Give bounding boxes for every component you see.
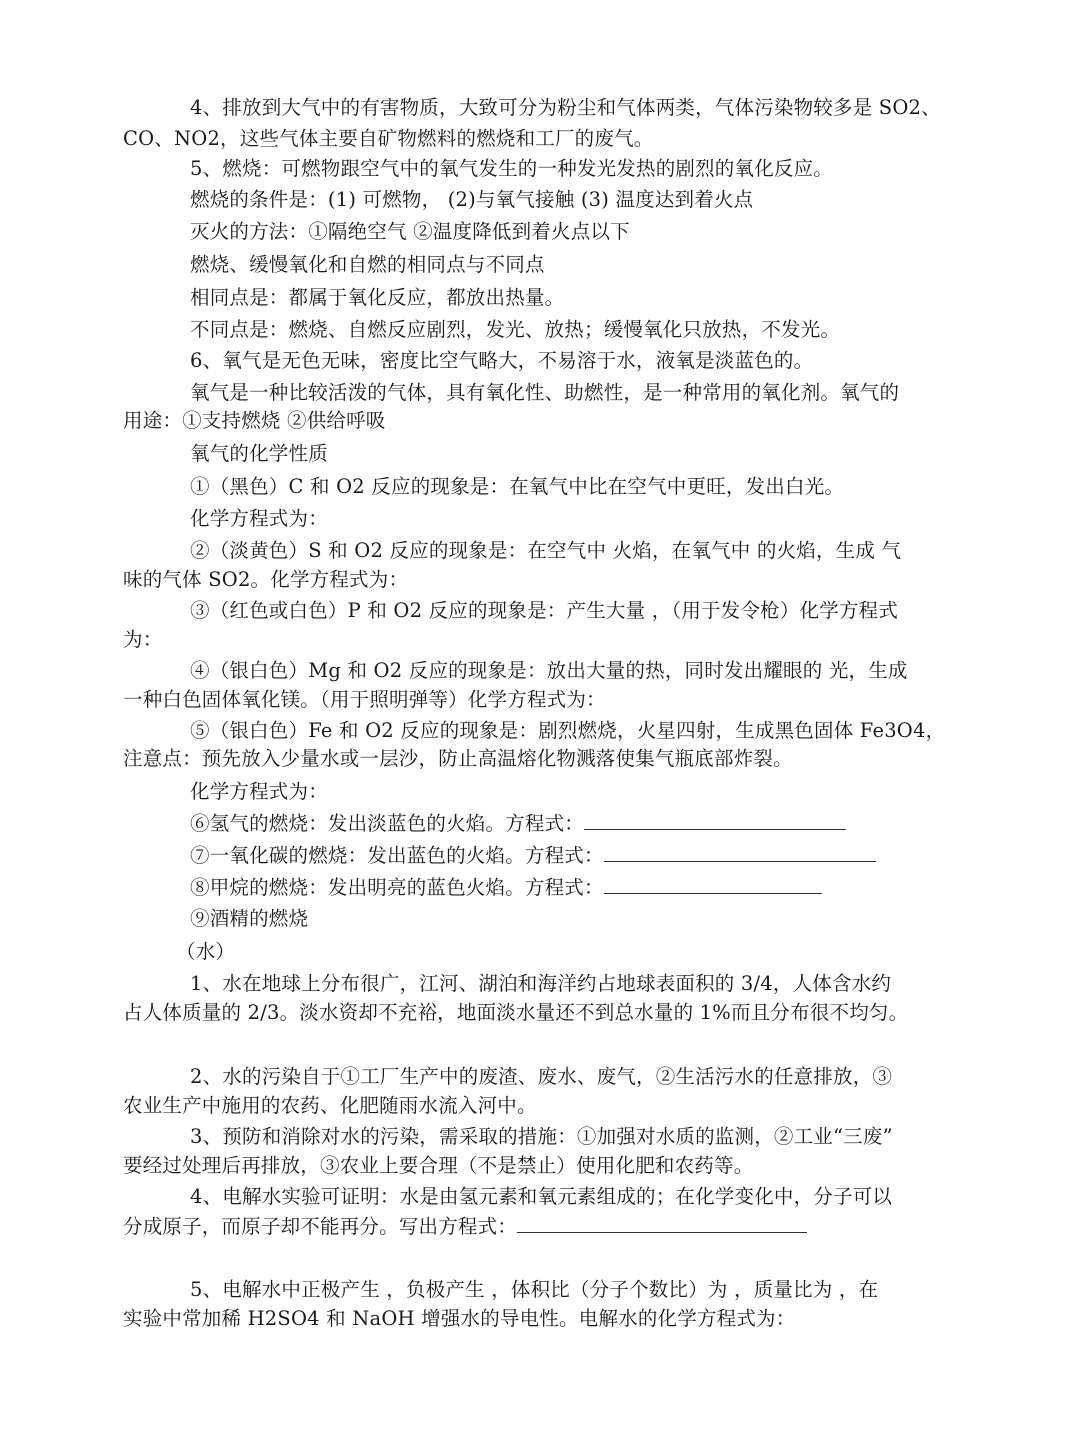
text-line: 5、电解水中正极产生 ，负极产生 ，体积比（分子个数比）为 ，质量比为 ，在 (190, 1278, 879, 1301)
text-line: ②（淡黄色）S 和 O2 反应的现象是：在空气中 火焰，在氧气中 的火焰，生成 气 (190, 539, 902, 562)
text-line: 化学方程式为： (190, 780, 328, 803)
text-line: ⑨酒精的燃烧 (190, 907, 309, 930)
text-line (190, 841, 876, 871)
text-line: 2、水的污染自于①工厂生产中的废渣、废水、废气，②生活污水的任意排放，③ (190, 1065, 893, 1088)
text-line (190, 809, 846, 839)
text-line: ⑤（银白色）Fe 和 O2 反应的现象是：剧烈燃烧，火星四射，生成黑色固体 Fe3O4， (190, 719, 946, 742)
text-line: 不同点是：燃烧、自燃反应剧烈，发光、放热；缓慢氧化只放热，不发光。 (190, 318, 841, 341)
text-line (123, 1212, 807, 1242)
text-line: ①（黑色）C 和 O2 反应的现象是：在氧气中比在空气中更旺，发出白光。 (190, 475, 845, 498)
text-line: 注意点：预先放入少量水或一层沙，防止高温熔化物溅落使集气瓶底部炸裂。 (123, 747, 793, 770)
text-line: 用途：①支持燃烧 ②供给呼吸 (123, 409, 386, 432)
text-line: 1、水在地球上分布很广，江河、湖泊和海洋约占地球表面积的 3/4，人体含水约 (190, 972, 892, 995)
text-span: 分成原子，而原子却不能再分。写出方程式： (123, 1215, 518, 1238)
text-line: CO、NO2，这些气体主要自矿物燃料的燃烧和工厂的废气。 (123, 127, 654, 150)
text-line: （水） (176, 940, 236, 963)
text-line: 燃烧的条件是：(1) 可燃物， (2)与氧气接触 (3) 温度达到着火点 (190, 188, 754, 211)
text-line: 为： (123, 628, 163, 651)
text-line: 农业生产中施用的农药、化肥随雨水流入河中。 (123, 1094, 537, 1117)
text-span: ⑦一氧化碳的燃烧：发出蓝色的火焰。方程式： (190, 844, 604, 867)
text-line: 氧气的化学性质 (190, 442, 328, 465)
answer-blank (517, 1214, 807, 1233)
text-span: ⑧甲烷的燃烧：发出明亮的蓝色火焰。方程式： (190, 876, 604, 899)
text-line: ④（银白色）Mg 和 O2 反应的现象是：放出大量的热，同时发出耀眼的 光，生成 (190, 659, 908, 682)
text-line: 4、电解水实验可证明：水是由氢元素和氧元素组成的；在化学变化中，分子可以 (190, 1185, 893, 1208)
text-line: 实验中常加稀 H2SO4 和 NaOH 增强水的导电性。电解水的化学方程式为： (123, 1307, 796, 1330)
text-line: 相同点是：都属于氧化反应，都放出热量。 (190, 286, 565, 309)
text-line: ③（红色或白色）P 和 O2 反应的现象是：产生大量 ，（用于发令枪）化学方程式 (190, 599, 899, 622)
text-line: 一种白色固体氧化镁。（用于照明弹等）化学方程式为： (123, 688, 606, 711)
text-line: 4、排放到大气中的有害物质，大致可分为粉尘和气体两类，气体污染物较多是 SO2、 (190, 96, 941, 119)
text-line: 氧气是一种比较活泼的气体，具有氧化性、助燃性，是一种常用的氧化剂。氧气的 (190, 381, 900, 404)
text-line: 占人体质量的 2/3。淡水资却不充裕，地面淡水量还不到总水量的 1%而且分布很不均匀。 (123, 1001, 909, 1024)
answer-blank (584, 811, 846, 830)
text-span: ⑥氢气的燃烧：发出淡蓝色的火焰。方程式： (190, 812, 585, 835)
text-line: 5、燃烧：可燃物跟空气中的氧气发生的一种发光发热的剧烈的氧化反应。 (190, 157, 834, 180)
text-line: 要经过处理后再排放，③农业上要合理（不是禁止）使用化肥和农药等。 (123, 1154, 754, 1177)
text-line: 化学方程式为： (190, 507, 328, 530)
text-line: 3、预防和消除对水的污染，需采取的措施：①加强对水质的监测，②工业“三废” (190, 1125, 893, 1148)
answer-blank (604, 875, 822, 894)
text-line: 灭火的方法：①隔绝空气 ②温度降低到着火点以下 (190, 220, 630, 243)
text-line (190, 873, 822, 903)
text-line: 6、氧气是无色无味，密度比空气略大，不易溶于水，液氧是淡蓝色的。 (190, 349, 814, 372)
text-line: 燃烧、缓慢氧化和自燃的相同点与不同点 (190, 253, 545, 276)
answer-blank (604, 843, 876, 862)
text-line: 味的气体 SO2。化学方程式为： (123, 568, 409, 591)
